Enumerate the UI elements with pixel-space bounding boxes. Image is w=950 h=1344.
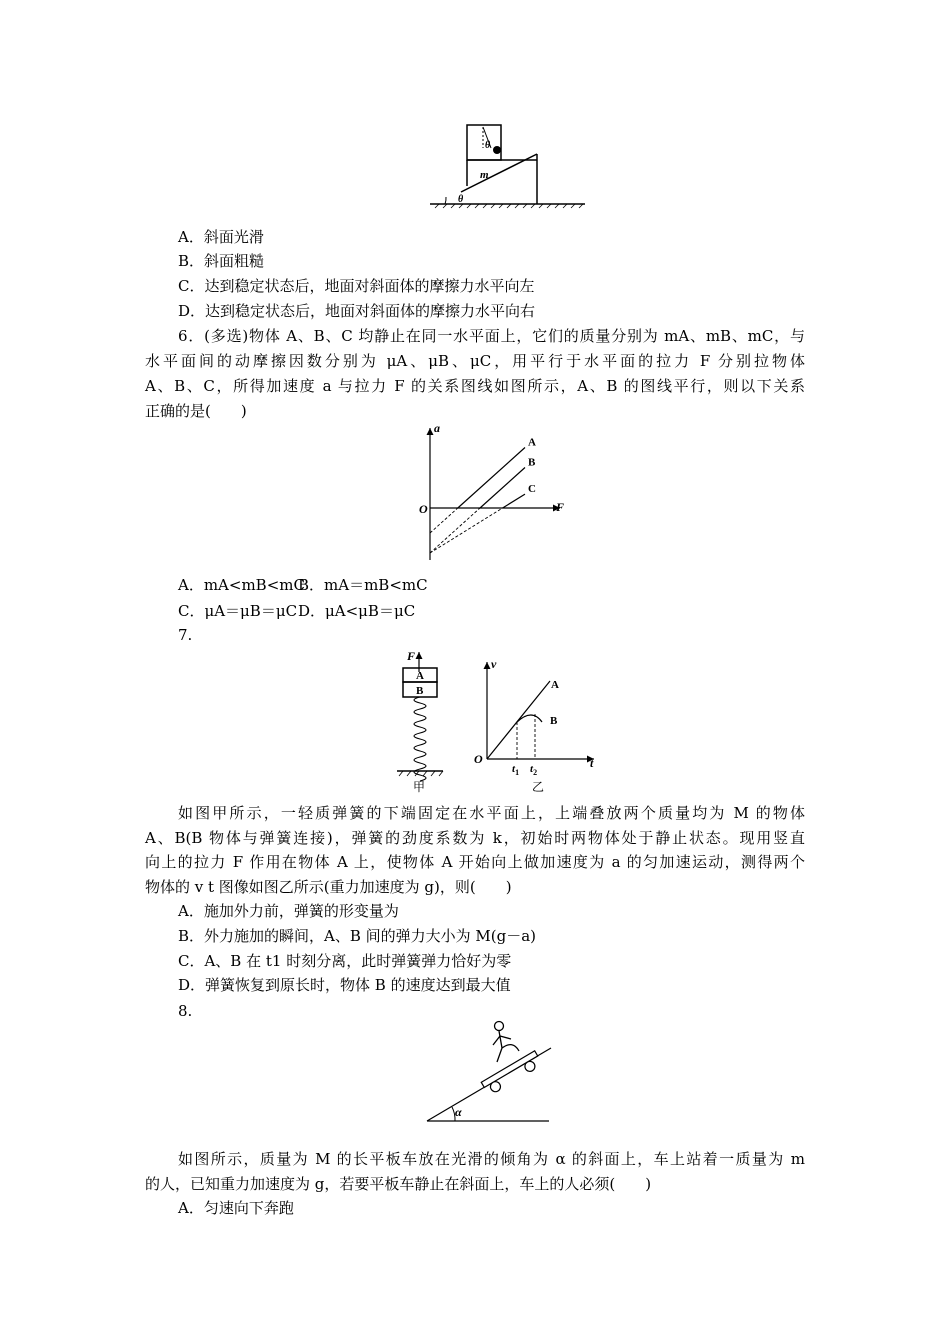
q7-figure-left <box>395 646 455 796</box>
q6-series-c-label: C <box>528 483 536 496</box>
q6-stem-line2: 水平面间的动摩擦因数分别为 μA、μB、μC，用平行于水平面的拉力 F 分别拉物体 <box>145 352 805 370</box>
q6-chart <box>410 420 570 565</box>
q7-t1-label: $t_1$ <box>512 763 520 777</box>
q7-caption-right: 乙 <box>532 780 545 794</box>
q7-t2-label: $t_2$ <box>530 763 538 777</box>
q5-option-a[interactable]: A．斜面光滑 <box>178 228 264 246</box>
q6-option-b-text: B．mA＝mB<mC <box>298 576 428 594</box>
q7-caption-left: 甲 <box>413 780 426 794</box>
q5-option-b[interactable]: B．斜面粗糙 <box>178 252 265 270</box>
q6-option-c-text: C．μA＝μB＝μC <box>178 602 298 620</box>
q6-option-a-text: A．mA<mB<mC <box>178 576 305 594</box>
q7-t-label: t <box>590 756 594 770</box>
q7-option-b[interactable]: B．外力施加的瞬间，A、B 间的弹力大小为 M(g－a) <box>178 927 537 945</box>
q8-stem-line1: 如图所示，质量为 M 的长平板车放在光滑的倾角为 α 的斜面上，车上站着一质量为 m <box>178 1150 805 1168</box>
q5-mass-label: m <box>480 169 489 181</box>
q7-block-b: B <box>416 685 424 697</box>
q6-series-a-dashed <box>430 508 458 533</box>
q7-option-a[interactable]: A．施加外力前，弹簧的形变量为 <box>178 902 399 920</box>
q6-x-label: F <box>556 500 565 514</box>
q6-stem-line4: 正确的是( ) <box>145 402 247 420</box>
q5-theta-bottom: θ <box>458 194 464 205</box>
q6-series-c <box>503 494 525 508</box>
q6-option-d[interactable] <box>298 600 415 622</box>
q7-f-label: F <box>407 649 416 663</box>
q6-series-a-label: A <box>528 436 536 449</box>
q6-option-a[interactable] <box>178 574 305 596</box>
q7-option-d[interactable]: D．弹簧恢复到原长时，物体 B 的速度达到最大值 <box>178 976 511 994</box>
q6-option-c[interactable] <box>178 600 297 622</box>
q6-series-b-label: B <box>528 456 536 469</box>
q7-stem-line4: 物体的 v t 图像如图乙所示(重力加速度为 g)，则( ) <box>145 878 512 896</box>
q6-y-label: a <box>434 421 440 435</box>
q8-alpha-label: α <box>455 1105 462 1119</box>
q7-block-a: A <box>416 670 424 682</box>
q8-option-a[interactable]: A．匀速向下奔跑 <box>178 1199 294 1217</box>
q8-figure <box>425 1018 555 1128</box>
q6-series-b <box>480 468 525 509</box>
q7-curve-b <box>517 715 542 722</box>
q7-stem-line3: 向上的拉力 F 作用在物体 A 上，使物体 A 开始向上做加速度为 a 的匀加速运动，测得两个 <box>145 853 805 871</box>
q6-series-c-dashed <box>430 508 503 553</box>
q6-stem-line1: 6．(多选)物体 A、B、C 均静止在同一水平面上，它们的质量分别为 mA、mB、mC，与 <box>178 327 805 345</box>
q6-series-a <box>458 448 525 509</box>
q5-option-c[interactable]: C．达到稳定状态后，地面对斜面体的摩擦力水平向左 <box>178 277 535 295</box>
q5-figure <box>425 122 590 214</box>
q7-stem-line1: 如图甲所示，一轻质弹簧的下端固定在水平面上，上端叠放两个质量均为 M 的物体 <box>178 804 805 822</box>
q7-a-label: A <box>551 679 559 691</box>
q6-origin-label: O <box>419 502 428 516</box>
q6-series-b-dashed <box>430 508 480 553</box>
q5-theta-top: θ <box>485 140 491 151</box>
q8-stem-line2: 的人，已知重力加速度为 g，若要平板车静止在斜面上，车上的人必须( ) <box>145 1175 652 1193</box>
q6-option-d-text: D．μA<μB＝μC <box>298 602 416 620</box>
q6-stem-line3: A、B、C，所得加速度 a 与拉力 F 的关系图线如图所示，A、B 的图线平行，则以下关系 <box>145 377 805 395</box>
q7-b-label: B <box>550 715 558 727</box>
q7-o-label: O <box>474 752 483 766</box>
q6-option-b[interactable] <box>298 574 428 596</box>
q7-v-label: v <box>491 657 497 671</box>
q8-number: 8. <box>178 1002 193 1020</box>
q5-option-d[interactable]: D．达到稳定状态后，地面对斜面体的摩擦力水平向右 <box>178 302 536 320</box>
q7-number: 7. <box>178 626 193 644</box>
q7-stem-line2: A、B(B 物体与弹簧连接)，弹簧的劲度系数为 k，初始时两物体处于静止状态。现用竖直 <box>145 829 805 847</box>
q7-figure-right <box>470 656 600 796</box>
q8-person <box>493 1022 519 1063</box>
q7-option-c[interactable]: C．A、B 在 t1 时刻分离，此时弹簧弹力恰好为零 <box>178 952 512 970</box>
